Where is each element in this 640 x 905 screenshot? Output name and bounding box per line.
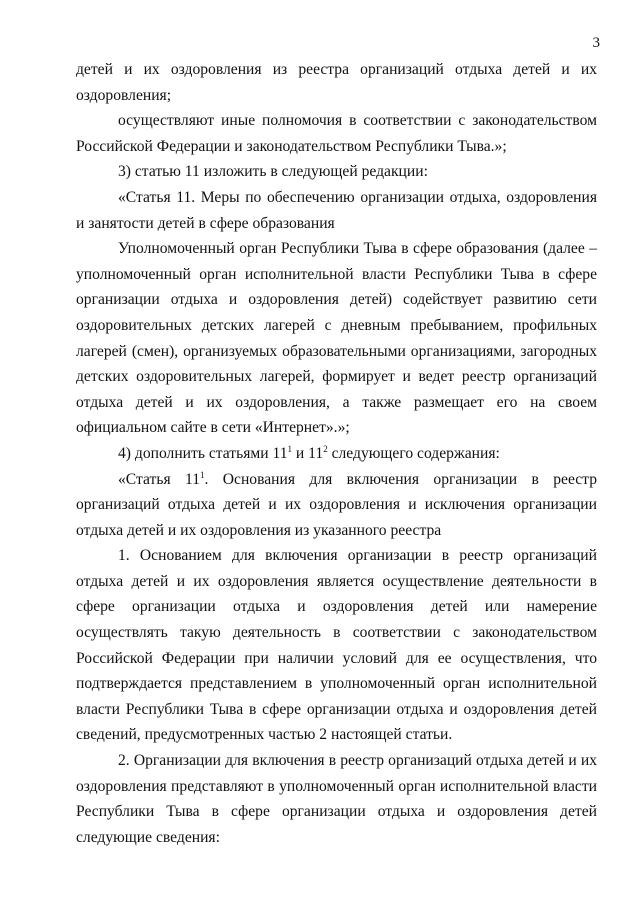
superscript-index: 1	[200, 469, 205, 480]
text-segment: следующего содержания:	[327, 444, 500, 462]
page-number: 3	[592, 35, 600, 51]
paragraph-p1	[76, 57, 597, 108]
text-segment: и 11	[292, 444, 324, 462]
text-segment: «Статья 11. Меры по обеспечению организации отдыха, оздоровления и занятости детей в сфере образования	[76, 188, 597, 232]
paragraph-p6	[76, 441, 597, 467]
paragraph-p8	[76, 543, 597, 748]
superscript-index: 1	[287, 443, 293, 454]
text-segment: 1. Основанием для включения организации в реестр организаций отдыха детей и их оздоровления является осуществление деятельности в сфере организации отдыха и оздоровления детей или намерение осуществлять такую деятельность в соответствии с законодательством Российской Федерации при наличии условий для ее осуществления, что подтверждается представлением в уполномоченный орган исполнительной власти Республики Тыва в сфере организации отдыха и оздоровления детей сведений, предусмотренных частью 2 настоящей статьи.	[76, 547, 597, 744]
paragraph-p7	[76, 467, 597, 544]
text-segment: 2. Организации для включения в реестр организаций отдыха детей и их оздоровления представляют в уполномоченный орган исполнительной власти Республики Тыва в сфере организации отдыха и оздоровления детей следующие сведения:	[76, 752, 597, 846]
paragraph-p9	[76, 748, 597, 850]
document-body	[76, 57, 597, 850]
superscript-index: 2	[323, 443, 328, 454]
paragraph-p2	[76, 108, 597, 159]
text-segment: осуществляют иные полномочия в соответствии с законодательством Российской Федерации и законодательством Республики Тыва.»;	[76, 112, 597, 155]
text-segment: 4) дополнить статьями 11	[118, 444, 288, 462]
text-segment: 3) статью 11 изложить в следующей редакции:	[118, 163, 428, 181]
text-segment: детей и их оздоровления из реестра организаций отдыха детей и их оздоровления;	[76, 61, 597, 104]
paragraph-p4	[76, 185, 597, 236]
text-segment: «Статья 11	[118, 470, 200, 488]
text-segment: Уполномоченный орган Республики Тыва в сфере образования (далее – уполномоченный орган исполнительной власти Республики Тыва в сфере организации отдыха и оздоровления детей) содействует развитию сети оздоровительных детских лагерей с дневным пребыванием, профильных лагерей (смен), организуемых образовательными организациями, загородных детских оздоровительных лагерей, формирует и ведет реестр организаций отдыха детей и их оздоровления, а также размещает его на своем официальном сайте в сети «Интернет».»;	[76, 240, 597, 437]
paragraph-p3	[76, 159, 597, 185]
paragraph-p5	[76, 236, 597, 441]
text-segment: . Основания для включения организации в реестр организаций отдыха детей и их оздоровления и исключения организации отдыха детей и их оздоровления из указанного реестра	[76, 470, 597, 539]
